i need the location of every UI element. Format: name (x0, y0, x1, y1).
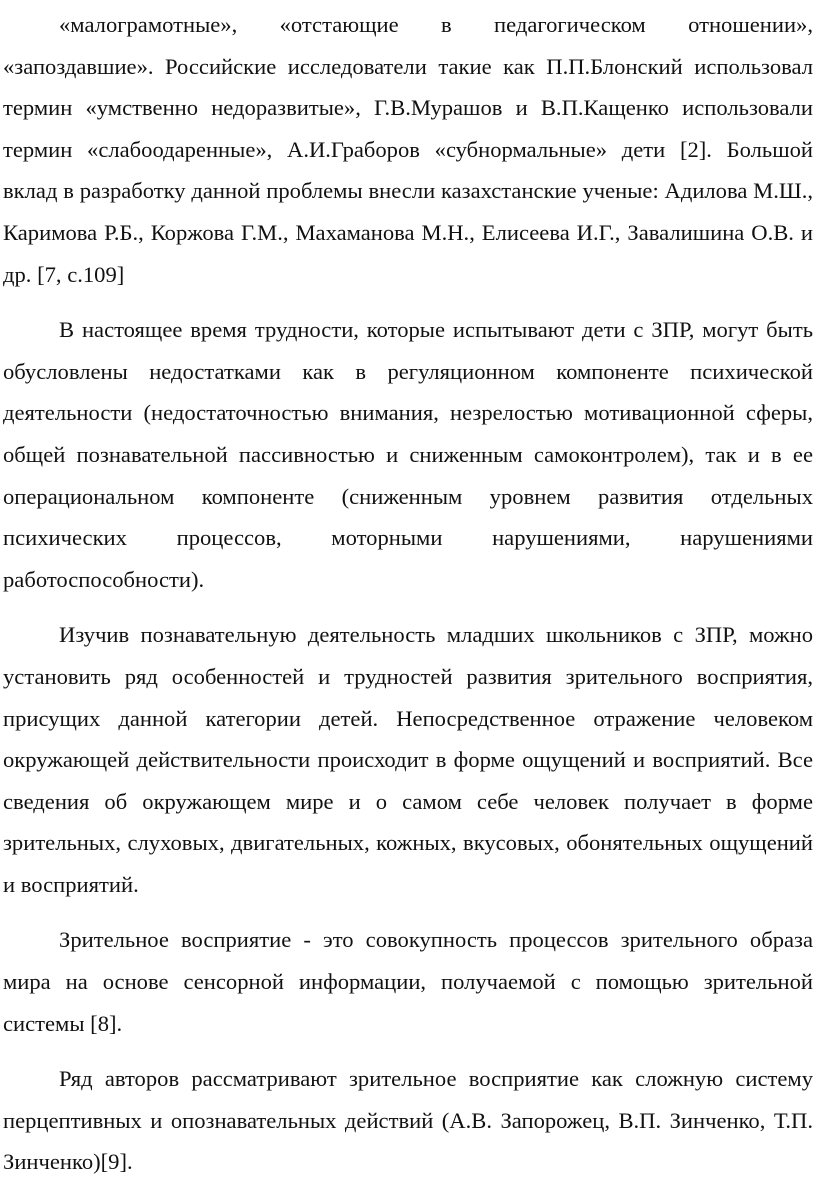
paragraph: Зрительное восприятие - это совокупность процессов зрительного образа мира на основе сенсорной информации, получаемой с помощью зрительной системы [8]. (3, 927, 813, 1036)
paragraph: В настоящее время трудности, которые испытывают дети с ЗПР, могут быть обусловлены недостатками как в регуляционном компоненте психической деятельности (недостаточностью внимания, незрелостью мотивационной сферы, общей познавательной пассивностью и сниженным самоконтролем), так и в ее операциональном компоненте (сниженным уровнем развития отдельных психических процессов, моторными нарушениями, нарушениями работоспособности). (3, 317, 813, 592)
paragraph: Изучив познавательную деятельность младших школьников с ЗПР, можно установить ряд особенностей и трудностей развития зрительного восприятия, присущих данной категории детей. Непосредственное отражение человеком окружающей действительности происходит в форме ощущений и восприятий. Все сведения об окружающем мире и о самом себе человек получает в форме зрительных, слуховых, двигательных, кожных, вкусовых, обонятельных ощущений и восприятий. (3, 622, 813, 897)
paragraph: Ряд авторов рассматривают зрительное восприятие как сложную систему перцептивных и опознавательных действий (А.В. Запорожец, В.П. Зинченко, Т.П. Зинченко)[9]. (3, 1066, 813, 1175)
paragraph: «малограмотные», «отстающие в педагогическом отношении», «запоздавшие». Российские исследователи такие как П.П.Блонский использовал термин «умственно недоразвитые», Г.В.Мурашов и В.П.Кащенко использовали термин «слабоодаренные», А.И.Граборов «субнормальные» дети [2]. Большой вклад в разработку данной проблемы внесли казахстанские ученые: Адилова М.Ш., Каримова Р.Б., Коржова Г.М., Махаманова М.Н., Елисеева И.Г., Завалишина О.В. и др. [7, с.109] (3, 12, 813, 287)
